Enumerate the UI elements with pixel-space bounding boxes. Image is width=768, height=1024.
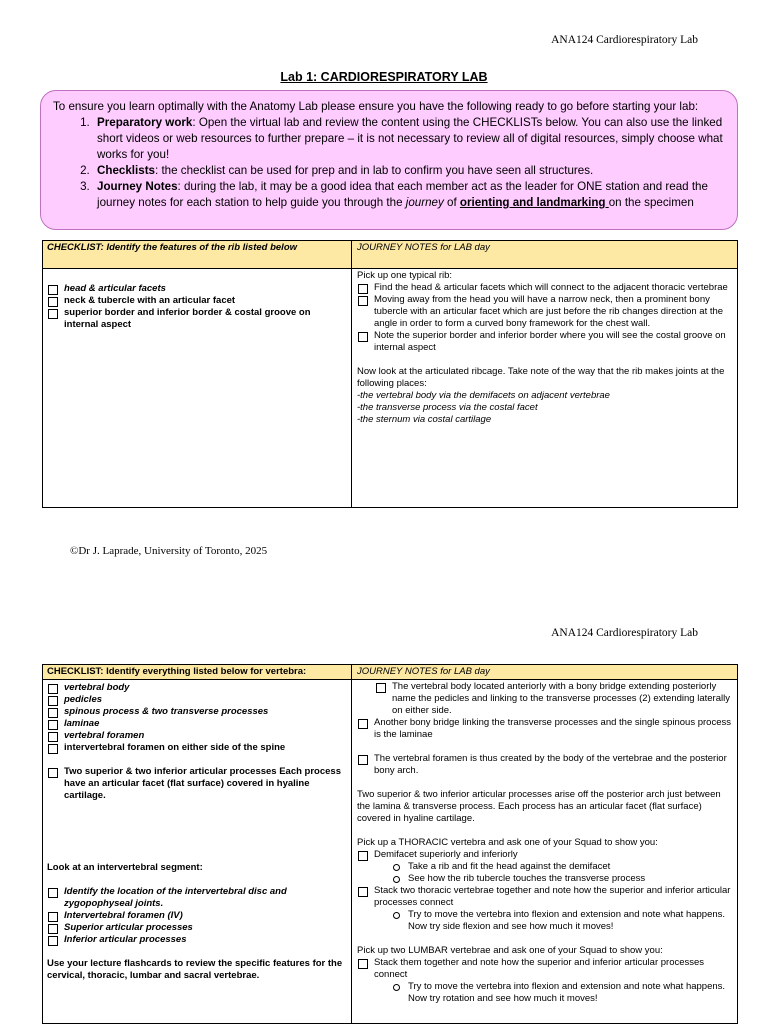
checklist-item	[47, 730, 347, 742]
rib-table	[42, 240, 738, 508]
joint-line: -the transverse process via the costal facet	[357, 402, 538, 413]
sub-item-text: Try to move the vertebra into flexion and extension and note what happens. Now try rotation and see how much it moves!	[408, 981, 726, 1004]
thoracic-intro: Pick up a THORACIC vertebra and ask one of your Squad to show you:	[357, 837, 658, 848]
course-header: ANA124 Cardiorespiratory Lab	[551, 34, 698, 46]
checklist-item	[47, 307, 347, 331]
journey-item	[357, 330, 732, 354]
checkbox[interactable]	[48, 309, 58, 319]
checkbox[interactable]	[48, 732, 58, 742]
checkbox[interactable]	[358, 284, 368, 294]
page-2	[0, 600, 768, 1024]
checklist-item-text: head & articular facets	[64, 283, 166, 294]
notice-item-label: Checklists	[97, 164, 155, 177]
notice-item-preparatory	[93, 115, 725, 163]
checkbox[interactable]	[48, 924, 58, 934]
checkbox[interactable]	[48, 744, 58, 754]
journey-item	[357, 294, 732, 330]
journey-item-text: Stack them together and note how the superior and inferior articular processes connect	[374, 957, 705, 980]
vertebra-table-body	[43, 680, 737, 1023]
checkbox[interactable]	[48, 720, 58, 730]
checkbox[interactable]	[48, 888, 58, 898]
lumbar-intro: Pick up two LUMBAR vertebrae and ask one of your Squad to show you:	[357, 945, 663, 956]
checklist-item-text: Inferior articular processes	[64, 934, 187, 945]
flashcards-note: Use your lecture flashcards to review the specific features for the cervical, thoracic, lumbar and sacral vertebrae.	[47, 958, 343, 981]
checklist-item-text: neck & tubercle with an articular facet	[64, 295, 236, 306]
copyright: ©Dr J. Laprade, University of Toronto, 2025	[70, 545, 268, 557]
checklist-item-text: spinous process & two transverse processes	[64, 706, 269, 717]
checkbox[interactable]	[358, 887, 368, 897]
vertebra-checklist	[43, 680, 352, 1023]
checklist-item	[47, 742, 347, 754]
checklist-item	[47, 706, 347, 718]
journey-item-text: Demifacet superiorly and inferiorly	[374, 849, 518, 860]
notice-item-text: : the checklist can be used for prep and in lab to confirm you have seen all structures.	[155, 164, 594, 177]
checklist-item	[47, 694, 347, 706]
notice-item-text: : during the lab, it may be a good idea that each member act as the leader for ONE station and read the journey notes for each station to help guide you through the	[97, 180, 708, 209]
sub-item	[357, 981, 732, 1005]
notice-intro: To ensure you learn optimally with the Anatomy Lab please ensure you have the following ready to go before starting your lab:	[53, 100, 699, 113]
preparation-notice	[40, 90, 738, 230]
rib-table-body	[43, 269, 737, 507]
sub-item-text: See how the rib tubercle touches the transverse process	[408, 873, 646, 884]
checklist-item	[47, 766, 347, 802]
checkbox[interactable]	[48, 696, 58, 706]
bullet-icon	[393, 984, 400, 991]
checklist-item	[47, 718, 347, 730]
journey-paragraph: Now look at the articulated ribcage. Take note of the way that the rib makes joints at the following places:	[357, 366, 725, 389]
checkbox[interactable]	[48, 297, 58, 307]
checklist-item-text: vertebral foramen	[64, 730, 145, 741]
checklist-item-text: vertebral body	[64, 682, 130, 693]
journey-item-text: Stack two thoracic vertebrae together and note how the superior and inferior articular processes connect	[374, 885, 731, 908]
checkbox[interactable]	[48, 768, 58, 778]
checkbox[interactable]	[358, 296, 368, 306]
journey-intro: Pick up one typical rib:	[357, 270, 453, 281]
journey-item	[357, 753, 732, 777]
checklist-header: CHECKLIST: Identify the features of the rib listed below	[43, 241, 352, 268]
journey-item	[357, 681, 732, 717]
checkbox[interactable]	[48, 936, 58, 946]
checklist-item-text: Two superior & two inferior articular processes Each process have an articular facet (flat surface) covered in hyaline cartilage.	[64, 766, 341, 801]
sub-item-text: Take a rib and fit the head against the demifacet	[408, 861, 611, 872]
vertebra-table-header	[43, 665, 737, 680]
checklist-item-text: intervertebral foramen on either side of the spine	[64, 742, 286, 753]
checklist-item-text: Identify the location of the intervertebral disc and zygopophyseal joints.	[64, 886, 287, 909]
rib-checklist	[43, 269, 352, 507]
vertebra-journey-notes	[352, 680, 737, 1023]
checkbox[interactable]	[48, 708, 58, 718]
checklist-item	[47, 934, 347, 946]
joint-line: -the sternum via costal cartilage	[357, 414, 492, 425]
sub-item	[357, 873, 732, 885]
notice-item-label: Preparatory work	[97, 116, 193, 129]
sub-item	[357, 909, 732, 933]
checklist-header: CHECKLIST: Identify everything listed below for vertebra:	[43, 665, 352, 679]
checkbox[interactable]	[48, 684, 58, 694]
bullet-icon	[393, 864, 400, 871]
journey-item	[357, 885, 732, 909]
articular-paragraph: Two superior & two inferior articular processes arise off the posterior arch just between the lamina & transverse process. Each process has an articular facet (flat surface) covered in hyaline cartilage.	[357, 789, 721, 824]
notice-journey-word: journey	[405, 196, 444, 209]
journey-item-text: Moving away from the head you will have a narrow neck, then a prominent bony tubercle with an articular facet which are just before the rib changes direction at the angle in order to form a curved bony framework for the chest wall.	[374, 294, 724, 329]
checklist-item	[47, 283, 347, 295]
checklist-item	[47, 886, 347, 910]
rib-journey-notes	[352, 269, 737, 507]
journey-header: JOURNEY NOTES for LAB day	[357, 242, 490, 253]
notice-item-text: of	[443, 196, 460, 209]
checklist-item-text: superior border and inferior border & costal groove on internal aspect	[64, 307, 311, 330]
notice-item-journey	[93, 179, 725, 211]
checklist-item-text: Superior articular processes	[64, 922, 193, 933]
vertebra-table	[42, 664, 738, 1024]
checkbox[interactable]	[376, 683, 386, 693]
journey-header: JOURNEY NOTES for LAB day	[357, 666, 490, 677]
journey-item-text: Another bony bridge linking the transverse processes and the single spinous process is the laminae	[374, 717, 731, 740]
checkbox[interactable]	[358, 959, 368, 969]
sub-item	[357, 861, 732, 873]
checkbox[interactable]	[48, 285, 58, 295]
journey-item-text: The vertebral foramen is thus created by the body of the vertebrae and the posterior bony arch.	[374, 753, 727, 776]
notice-list	[53, 115, 725, 211]
course-header: ANA124 Cardiorespiratory Lab	[551, 627, 698, 639]
notice-emphasis: orienting and landmarking	[459, 196, 609, 209]
checkbox[interactable]	[358, 332, 368, 342]
journey-item-text: The vertebral body located anteriorly with a bony bridge extending posteriorly name the pedicles and linking to the transverse processes (2) extending laterally on either side.	[392, 681, 730, 716]
checklist-item-text: pedicles	[64, 694, 103, 705]
bullet-icon	[393, 876, 400, 883]
journey-item	[357, 957, 732, 981]
notice-item-text: : Open the virtual lab and review the content using the CHECKLISTs below. You can also use the linked short videos or web resources to further prepare – it is not necessary to review all of digital resources, simply choose what works for you!	[97, 116, 723, 161]
checkbox[interactable]	[358, 755, 368, 765]
checklist-item	[47, 682, 347, 694]
segment-heading: Look at an intervertebral segment:	[47, 862, 203, 873]
checklist-item	[47, 295, 347, 307]
rib-table-header	[43, 241, 737, 269]
checkbox[interactable]	[358, 851, 368, 861]
journey-item	[357, 282, 732, 294]
journey-item-text: Note the superior border and inferior border where you will see the costal groove on internal aspect	[374, 330, 726, 353]
checklist-item	[47, 922, 347, 934]
checklist-item-text: Intervertebral foramen (IV)	[64, 910, 183, 921]
checkbox[interactable]	[48, 912, 58, 922]
journey-item-text: Find the head & articular facets which will connect to the adjacent thoracic vertebrae	[374, 282, 728, 293]
checklist-item-text: laminae	[64, 718, 100, 729]
journey-item	[357, 849, 732, 861]
notice-item-label: Journey Notes	[97, 180, 178, 193]
checkbox[interactable]	[358, 719, 368, 729]
sub-item-text: Try to move the vertebra into flexion and extension and note what happens. Now try side flexion and see how much it moves!	[408, 909, 726, 932]
notice-item-checklists	[93, 163, 725, 179]
bullet-icon	[393, 912, 400, 919]
notice-item-text: on the specimen	[608, 196, 694, 209]
lab-title: Lab 1: CARDIORESPIRATORY LAB	[280, 70, 488, 84]
checklist-item	[47, 910, 347, 922]
joint-line: -the vertebral body via the demifacets on adjacent vertebrae	[357, 390, 610, 401]
journey-item	[357, 717, 732, 741]
